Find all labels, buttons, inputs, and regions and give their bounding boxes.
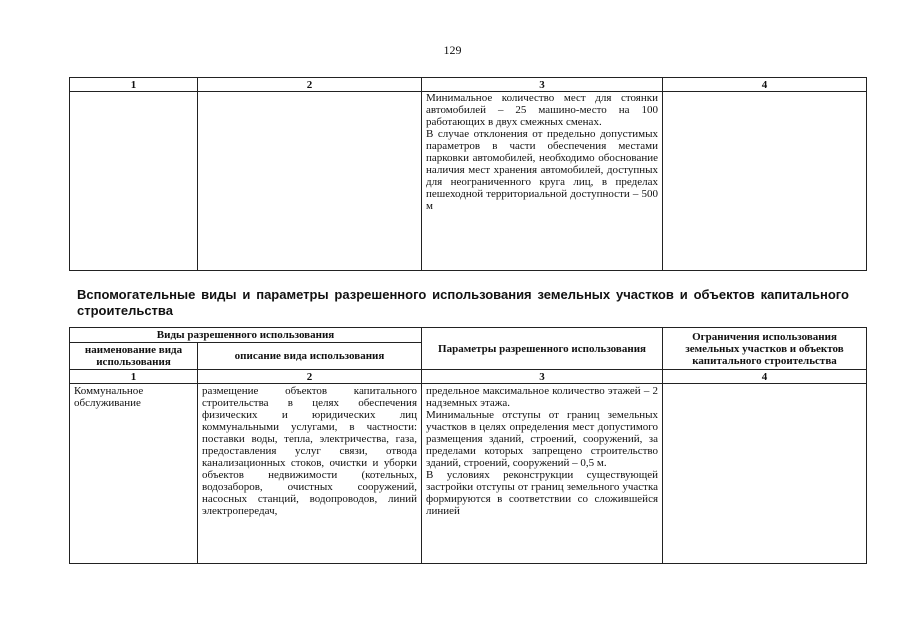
- header-restrictions: Ограничения использования земельных участков и объектов капитального строительства: [663, 328, 867, 370]
- header-type-description: описание вида использования: [198, 343, 422, 370]
- top-cell-1: [70, 92, 198, 271]
- usage-name: Коммунальное обслуживание: [74, 385, 144, 409]
- column-number-2: 2: [198, 78, 422, 92]
- parameters-setback-paragraph: Минимальные отступы от границ земельных участков в целях определения мест допустимого размещения зданий, строений, сооружений, за пределами которых запрещено строительство зданий, строений, сооружений – 0,5 м.: [426, 409, 659, 469]
- column-number-1: 1: [70, 370, 198, 384]
- table-row: [70, 92, 867, 271]
- parameters-reconstruction-paragraph: В условиях реконструкции существующей застройки отступы от границ земельного участка формируются в соответствии со сложившейся линией: [426, 469, 659, 517]
- column-number-4: 4: [663, 78, 867, 92]
- page-number: 129: [443, 43, 462, 57]
- usage-restrictions-cell: [663, 384, 867, 564]
- parking-deviation-paragraph: В случае отклонения от предельно допустимых параметров в части обеспечения местами парковки автомобилей, необходимо обоснование наличия мест хранения автомобилей, доступных для неограниченного круга лиц, в пределах пешеходной территориальной доступности – 500 м: [426, 128, 658, 212]
- main-table: [69, 327, 867, 564]
- column-number-2: 2: [198, 370, 422, 384]
- header-usage-types: Виды разрешенного использования: [70, 328, 422, 343]
- column-number-3: 3: [422, 370, 663, 384]
- section-heading: Вспомогательные виды и параметры разрешенного использования земельных участков и объектов капитального строительства: [77, 287, 849, 318]
- column-number-3: 3: [422, 78, 663, 92]
- top-cell-3: [422, 92, 663, 271]
- table-row: [70, 384, 867, 564]
- usage-name-cell: [70, 384, 198, 564]
- top-table: [69, 77, 867, 271]
- header-row: [70, 328, 867, 343]
- usage-parameters-cell: [422, 384, 663, 564]
- column-number-4: 4: [663, 370, 867, 384]
- column-numbers-row: [70, 370, 867, 384]
- usage-description: размещение объектов капитального строительства в целях обеспечения физических и юридических лиц коммунальными услугами, в частности: поставки воды, тепла, электричества, газа, предоставления услуг связи, отвода канализационных стоков, очистки и уборки объектов недвижимости (котельных, водозаборов, очистных сооружений, насосных станций, водопроводов, линий электропередач,: [202, 385, 418, 517]
- parking-minimum-paragraph: Минимальное количество мест для стоянки автомобилей – 25 машино-место на 100 работающих в двух смежных сменах.: [426, 92, 658, 128]
- top-cell-4: [663, 92, 867, 271]
- header-parameters: Параметры разрешенного использования: [422, 328, 663, 370]
- top-cell-2: [198, 92, 422, 271]
- parameters-floors-paragraph: предельное максимальное количество этажей – 2 надземных этажа.: [426, 385, 659, 409]
- column-number-1: 1: [70, 78, 198, 92]
- top-table-header-row: [70, 78, 867, 92]
- header-type-name: наименование вида использования: [70, 343, 198, 370]
- usage-description-cell: [198, 384, 422, 564]
